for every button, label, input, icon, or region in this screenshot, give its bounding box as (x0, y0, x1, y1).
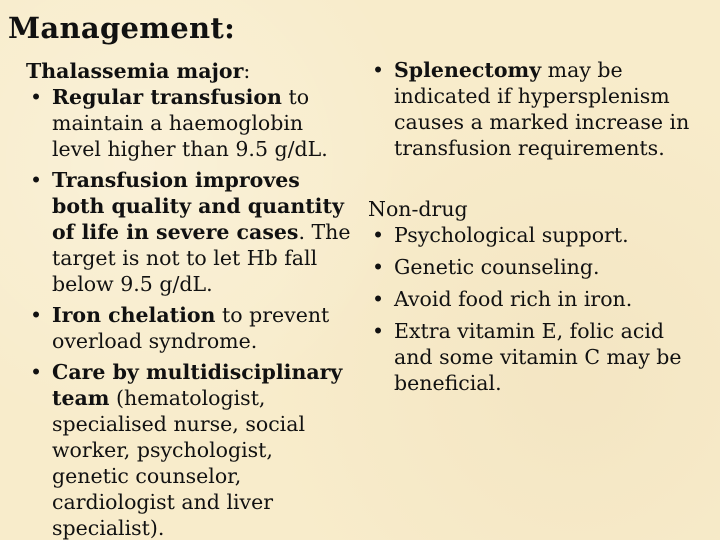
item-text: Genetic counseling. (394, 255, 600, 279)
bullet-icon: • (29, 303, 43, 327)
list-item (368, 318, 708, 396)
thalassemia-heading (26, 58, 356, 84)
bullet-icon: • (29, 360, 43, 384)
bullet-icon: • (371, 255, 385, 279)
item-bold: Care by multidisciplinary team (52, 360, 343, 410)
bullet-icon: • (29, 85, 43, 109)
item-text: to maintain a haemoglobin level higher than 9.5 g/dL. (52, 85, 328, 161)
item-text: Extra vitamin E, folic acid and some vitamin C may be beneficial. (394, 319, 682, 395)
item-bold: Regular transfusion (52, 85, 282, 109)
item-text: may be indicated if hypersplenism causes a marked increase in transfusion requirements. (394, 58, 690, 160)
right-column (368, 57, 708, 402)
list-item (368, 286, 708, 312)
item-text: Psychological support. (394, 223, 629, 247)
bullet-icon: • (371, 287, 385, 311)
list-item (368, 254, 708, 280)
list-item (26, 167, 356, 297)
item-bold: Transfusion improves both quality and quantity of life in severe cases (52, 168, 344, 244)
bullet-icon: • (29, 168, 43, 192)
item-bold: Iron chelation (52, 303, 216, 327)
right-top-list (368, 57, 708, 161)
item-text: to prevent overload syndrome. (52, 303, 330, 353)
item-text: (hematologist, specialised nurse, social worker, psychologist, genetic counselor, cardiologist and liver specialist). (52, 386, 306, 540)
heading-bold: Thalassemia major (26, 59, 244, 83)
spacer (368, 166, 708, 196)
item-text: . The target is not to let Hb fall below 9.5 g/dL. (52, 220, 351, 296)
list-item (26, 84, 356, 162)
list-item (368, 57, 708, 161)
item-text: Avoid food rich in iron. (394, 287, 633, 311)
slide-title: Management: (8, 11, 236, 45)
left-bullet-list (26, 84, 356, 540)
heading-colon: : (243, 59, 251, 83)
bullet-icon: • (371, 319, 385, 343)
list-item (26, 302, 356, 354)
list-item (368, 222, 708, 248)
list-item (26, 359, 356, 540)
non-drug-list (368, 222, 708, 396)
bullet-icon: • (371, 223, 385, 247)
bullet-icon: • (371, 58, 385, 82)
item-bold: Splenectomy (394, 58, 542, 82)
non-drug-heading: Non-drug (368, 197, 468, 221)
left-column (26, 58, 356, 540)
